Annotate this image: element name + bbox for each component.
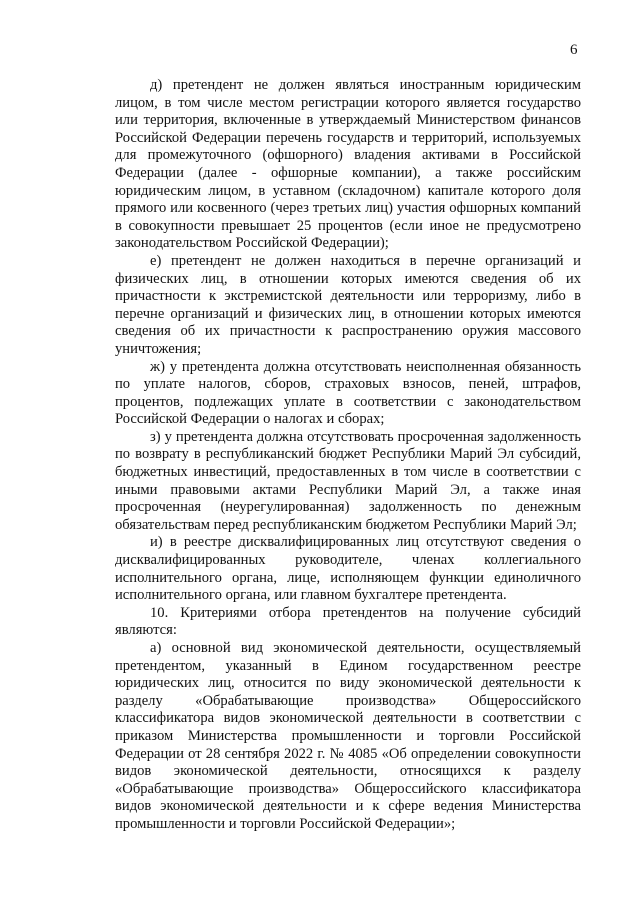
paragraph-d: д) претендент не должен являться иностранным юридическим лицом, в том числе местом регистрации которого является государство или территория, включенные в утверждаемый Министерством финансов Российской Федерации перечень государств и территорий, используемых для промежуточного (офшорного) владения активами в Российской Федерации (далее - офшорные компании), а также российским юридическим лицом, в уставном (складочном) капитале которого доля прямого или косвенного (через третьих лиц) участия офшорных компаний в совокупности превышает 25 процентов (если иное не предусмотрено законодательством Российской Федерации); [115, 77, 581, 252]
document-body [115, 77, 581, 834]
paragraph-e: е) претендент не должен находиться в перечне организаций и физических лиц, в отношении которых имеются сведения об их причастности к экстремистской деятельности или терроризму, либо в перечне организаций и физических лиц, в отношении которых имеются сведения об их причастности к распространению оружия массового уничтожения; [115, 252, 581, 357]
paragraph-z: з) у претендента должна отсутствовать просроченная задолженность по возврату в республиканский бюджет Республики Марий Эл субсидий, бюджетных инвестиций, предоставленных в том числе в соответствии с иными правовыми актами Республики Марий Эл, а также иная просроченная (неурегулированная) задолженность по денежным обязательствам перед республиканским бюджетом Республики Марий Эл; [115, 428, 581, 533]
page-number: 6 [570, 42, 578, 58]
paragraph-10: 10. Критериями отбора претендентов на получение субсидий являются: [115, 604, 581, 639]
paragraph-i: и) в реестре дисквалифицированных лиц отсутствуют сведения о дисквалифицированных руководителе, членах коллегиального исполнительного органа, лице, исполняющем функции единоличного исполнительного органа, или главном бухгалтере претендента. [115, 534, 581, 604]
paragraph-a: а) основной вид экономической деятельности, осуществляемый претендентом, указанный в Едином государственном реестре юридических лиц, относится по виду экономической деятельности к разделу «Обрабатывающие производства» Общероссийского классификатора видов экономической деятельности в соответствии с приказом Министерства промышленности и торговли Российской Федерации от 28 сентября 2022 г. № 4085 «Об определении совокупности видов экономической деятельности, относящихся к разделу «Обрабатывающие производства» Общероссийского классификатора видов экономической деятельности и к сфере ведения Министерства промышленности и торговли Российской Федерации»; [115, 640, 581, 832]
paragraph-zh: ж) у претендента должна отсутствовать неисполненная обязанность по уплате налогов, сборов, страховых взносов, пеней, штрафов, процентов, подлежащих уплате в соответствии с законодательством Российской Федерации о налогах и сборах; [115, 358, 581, 428]
